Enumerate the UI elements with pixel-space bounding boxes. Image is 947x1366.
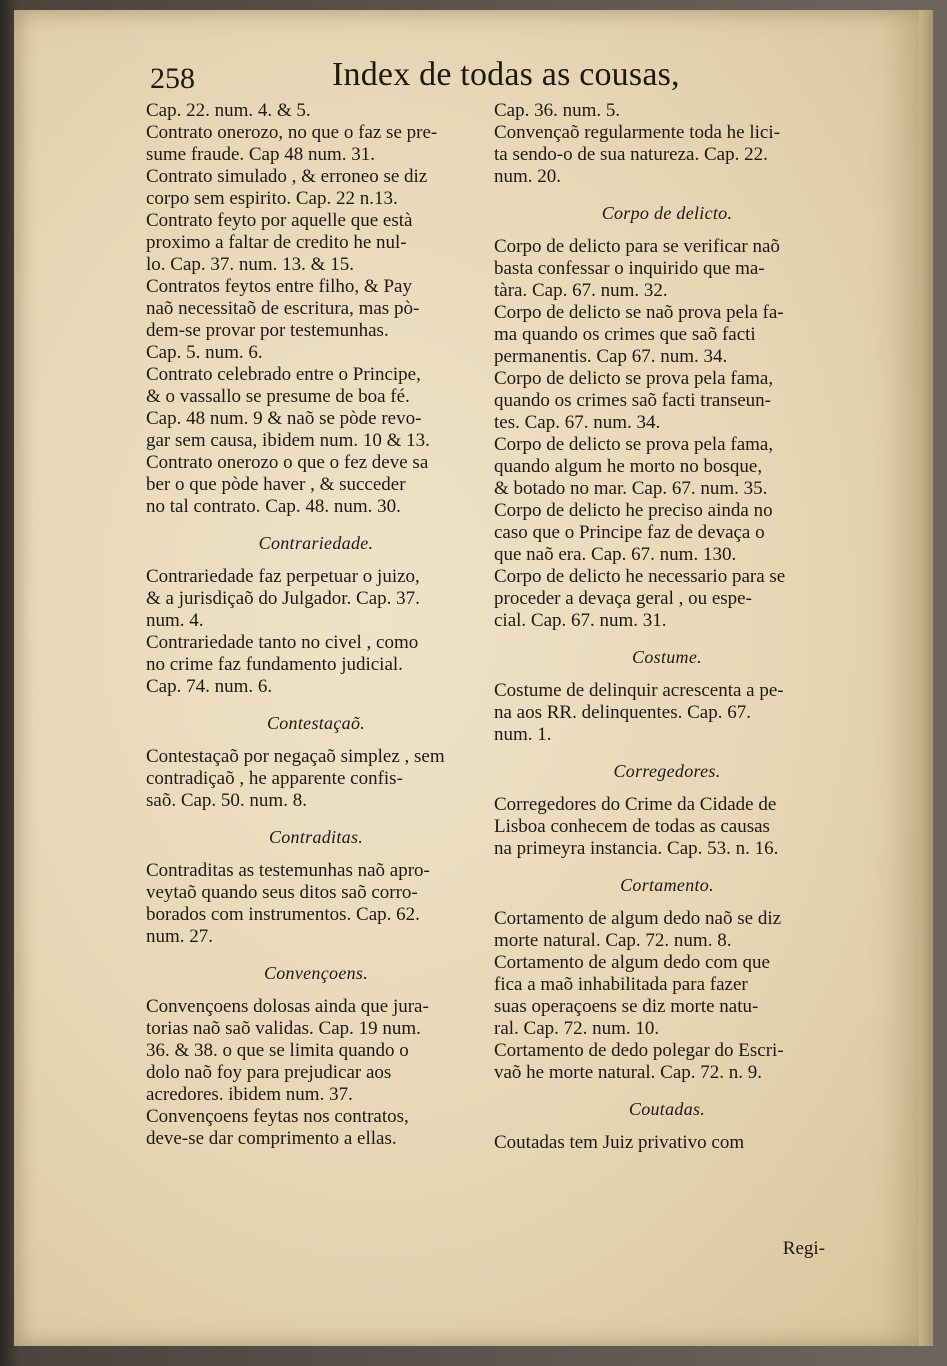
entry-line: no crime faz fundamento judicial. xyxy=(146,654,403,675)
entry-line: Cap. 22. num. 4. & 5. xyxy=(146,100,311,121)
entry-line: Cap. 74. num. 6. xyxy=(146,676,273,697)
entry-line: Contrato onerozo o que o fez deve sa xyxy=(146,452,429,473)
entry-line: ta sendo-o de sua natureza. Cap. 22. xyxy=(494,144,768,165)
entry-line: tàra. Cap. 67. num. 32. xyxy=(494,280,668,301)
index-entry xyxy=(146,166,486,210)
section-heading: Cortamento. xyxy=(620,875,714,895)
index-entry xyxy=(494,1132,840,1154)
entry-line: caso que o Principe faz de devaça o xyxy=(494,522,765,543)
entry-line: deve-se dar comprimento a ellas. xyxy=(146,1128,397,1149)
index-entry xyxy=(146,632,486,698)
index-entry xyxy=(494,908,840,952)
entry-line: Contrato feyto por aquelle que està xyxy=(146,210,413,231)
entry-line: Contraditas as testemunhas naõ apro- xyxy=(146,860,430,881)
entry-line: ral. Cap. 72. num. 10. xyxy=(494,1018,660,1039)
entry-line: & o vassallo se presume de boa fé. xyxy=(146,386,410,407)
section-heading: Corregedores. xyxy=(613,761,721,781)
entry-line: Contrariedade tanto no civel , como xyxy=(146,632,419,653)
index-entry xyxy=(146,100,486,122)
page-header xyxy=(150,56,837,100)
entry-line: ma quando os crimes que saõ facti xyxy=(494,324,756,345)
entry-line: na primeyra instancia. Cap. 53. n. 16. xyxy=(494,838,779,859)
index-entry xyxy=(494,100,840,122)
page-number: 258 xyxy=(150,62,195,95)
page-title: Index de todas as cousas, xyxy=(332,56,680,93)
entry-line: Contrariedade faz perpetuar o juizo, xyxy=(146,566,420,587)
entry-line: Cortamento de dedo polegar do Escri- xyxy=(494,1040,784,1061)
entry-line: borados com instrumentos. Cap. 62. xyxy=(146,904,420,925)
index-entry xyxy=(146,996,486,1106)
entry-line: torias naõ saõ validas. Cap. 19 num. xyxy=(146,1018,421,1039)
entry-line: Corpo de delicto he necessario para se xyxy=(494,566,786,587)
section-heading: Convençoens. xyxy=(263,963,369,983)
index-entry xyxy=(494,680,840,746)
index-entry xyxy=(494,500,840,566)
index-entry xyxy=(146,452,486,518)
entry-line: Contrato celebrado entre o Principe, xyxy=(146,364,421,385)
entry-line: Corpo de delicto se naõ prova pela fa- xyxy=(494,302,784,323)
right-column xyxy=(494,100,840,1154)
entry-line: Corpo de delicto se prova pela fama, xyxy=(494,368,774,389)
entry-line: Corpo de delicto he preciso ainda no xyxy=(494,500,773,521)
entry-line: & a jurisdiçaõ do Julgador. Cap. 37. xyxy=(146,588,420,609)
entry-line: Contestaçaõ por negaçaõ simplez , sem xyxy=(146,746,445,767)
index-entry xyxy=(146,746,486,812)
entry-line: que naõ era. Cap. 67. num. 130. xyxy=(494,544,737,565)
index-entry xyxy=(146,566,486,632)
entry-line: Corregedores do Crime da Cidade de xyxy=(494,794,777,815)
entry-line: Convençoens dolosas ainda que jura- xyxy=(146,996,429,1017)
entry-line: Contrato onerozo, no que o faz se pre- xyxy=(146,122,438,143)
entry-line: num. 4. xyxy=(146,610,204,631)
index-entry xyxy=(494,122,840,188)
entry-line: Corpo de delicto para se verificar naõ xyxy=(494,236,780,257)
index-entry xyxy=(146,210,486,276)
entry-line: num. 20. xyxy=(494,166,562,187)
entry-line: lo. Cap. 37. num. 13. & 15. xyxy=(146,254,354,275)
section-heading: Contestaçaõ. xyxy=(266,713,366,733)
entry-line: suas operaçoens se diz morte natu- xyxy=(494,996,759,1017)
entry-line: vaõ he morte natural. Cap. 72. n. 9. xyxy=(494,1062,763,1083)
entry-line: quando algum he morto no bosque, xyxy=(494,456,763,477)
entry-line: proceder a devaça geral , ou espe- xyxy=(494,588,752,609)
entry-line: Cap. 5. num. 6. xyxy=(146,342,263,363)
index-entry xyxy=(146,1106,486,1150)
entry-line: Cortamento de algum dedo com que xyxy=(494,952,770,973)
index-entry xyxy=(494,434,840,500)
entry-line: Contrato simulado , & erroneo se diz xyxy=(146,166,428,187)
entry-line: veytaõ quando seus ditos saõ corro- xyxy=(146,882,418,903)
entry-line: Contratos feytos entre filho, & Pay xyxy=(146,276,412,297)
entry-line: 36. & 38. o que se limita quando o xyxy=(146,1040,409,1061)
entry-line: Convençoens feytas nos contratos, xyxy=(146,1106,409,1127)
entry-line: num. 27. xyxy=(146,926,214,947)
index-entry xyxy=(494,236,840,302)
entry-line: basta confessar o inquirido que ma- xyxy=(494,258,765,279)
entry-line: dolo naõ foy para prejudicar aos xyxy=(146,1062,392,1083)
index-entry xyxy=(146,364,486,452)
index-entry xyxy=(494,1040,840,1084)
entry-line: na aos RR. delinquentes. Cap. 67. xyxy=(494,702,751,723)
index-entry xyxy=(146,122,486,166)
entry-line: Coutadas tem Juiz privativo com xyxy=(494,1132,745,1153)
entry-line: contradiçaõ , he apparente confis- xyxy=(146,768,403,789)
entry-line: Cap. 36. num. 5. xyxy=(494,100,621,121)
entry-line: saõ. Cap. 50. num. 8. xyxy=(146,790,307,811)
section-heading: Coutadas. xyxy=(628,1099,706,1119)
entry-line: naõ necessitaõ de escritura, mas pò- xyxy=(146,298,420,319)
index-entry xyxy=(494,794,840,860)
entry-line: Cap. 48 num. 9 & naõ se pòde revo- xyxy=(146,408,422,429)
page-edge xyxy=(919,10,933,1346)
catchword: Regi- xyxy=(782,1238,825,1259)
entry-line: Cortamento de algum dedo naõ se diz xyxy=(494,908,782,929)
entry-line: acredores. ibidem num. 37. xyxy=(146,1084,353,1105)
entry-line: Convençaõ regularmente toda he lici- xyxy=(494,122,780,143)
entry-line: fica a maõ inhabilitada para fazer xyxy=(494,974,748,995)
section-heading: Corpo de delicto. xyxy=(601,203,733,223)
entry-line: permanentis. Cap 67. num. 34. xyxy=(494,346,728,367)
entry-line: Corpo de delicto se prova pela fama, xyxy=(494,434,774,455)
section-heading: Contrariedade. xyxy=(258,533,374,553)
entry-line: Costume de delinquir acrescenta a pe- xyxy=(494,680,784,701)
entry-line: num. 1. xyxy=(494,724,552,745)
entry-line: dem-se provar por testemunhas. xyxy=(146,320,389,341)
entry-line: Lisboa conhecem de todas as causas xyxy=(494,816,770,837)
left-column xyxy=(146,100,486,1150)
entry-line: gar sem causa, ibidem num. 10 & 13. xyxy=(146,430,430,451)
entry-line: & botado no mar. Cap. 67. num. 35. xyxy=(494,478,768,499)
entry-line: proximo a faltar de credito he nul- xyxy=(146,232,407,253)
index-entry xyxy=(146,276,486,364)
entry-line: ber o que pòde haver , & succeder xyxy=(146,474,406,495)
index-entry xyxy=(494,368,840,434)
entry-line: corpo sem espirito. Cap. 22 n.13. xyxy=(146,188,398,209)
index-entry xyxy=(494,952,840,1040)
entry-line: no tal contrato. Cap. 48. num. 30. xyxy=(146,496,401,517)
index-entry xyxy=(146,860,486,948)
entry-line: cial. Cap. 67. num. 31. xyxy=(494,610,667,631)
index-entry xyxy=(494,302,840,368)
section-heading: Costume. xyxy=(632,647,702,667)
entry-line: sume fraude. Cap 48 num. 31. xyxy=(146,144,376,165)
entry-line: tes. Cap. 67. num. 34. xyxy=(494,412,661,433)
section-heading: Contraditas. xyxy=(268,827,364,847)
entry-line: quando os crimes saõ facti transeun- xyxy=(494,390,771,411)
entry-line: morte natural. Cap. 72. num. 8. xyxy=(494,930,732,951)
index-entry xyxy=(494,566,840,632)
